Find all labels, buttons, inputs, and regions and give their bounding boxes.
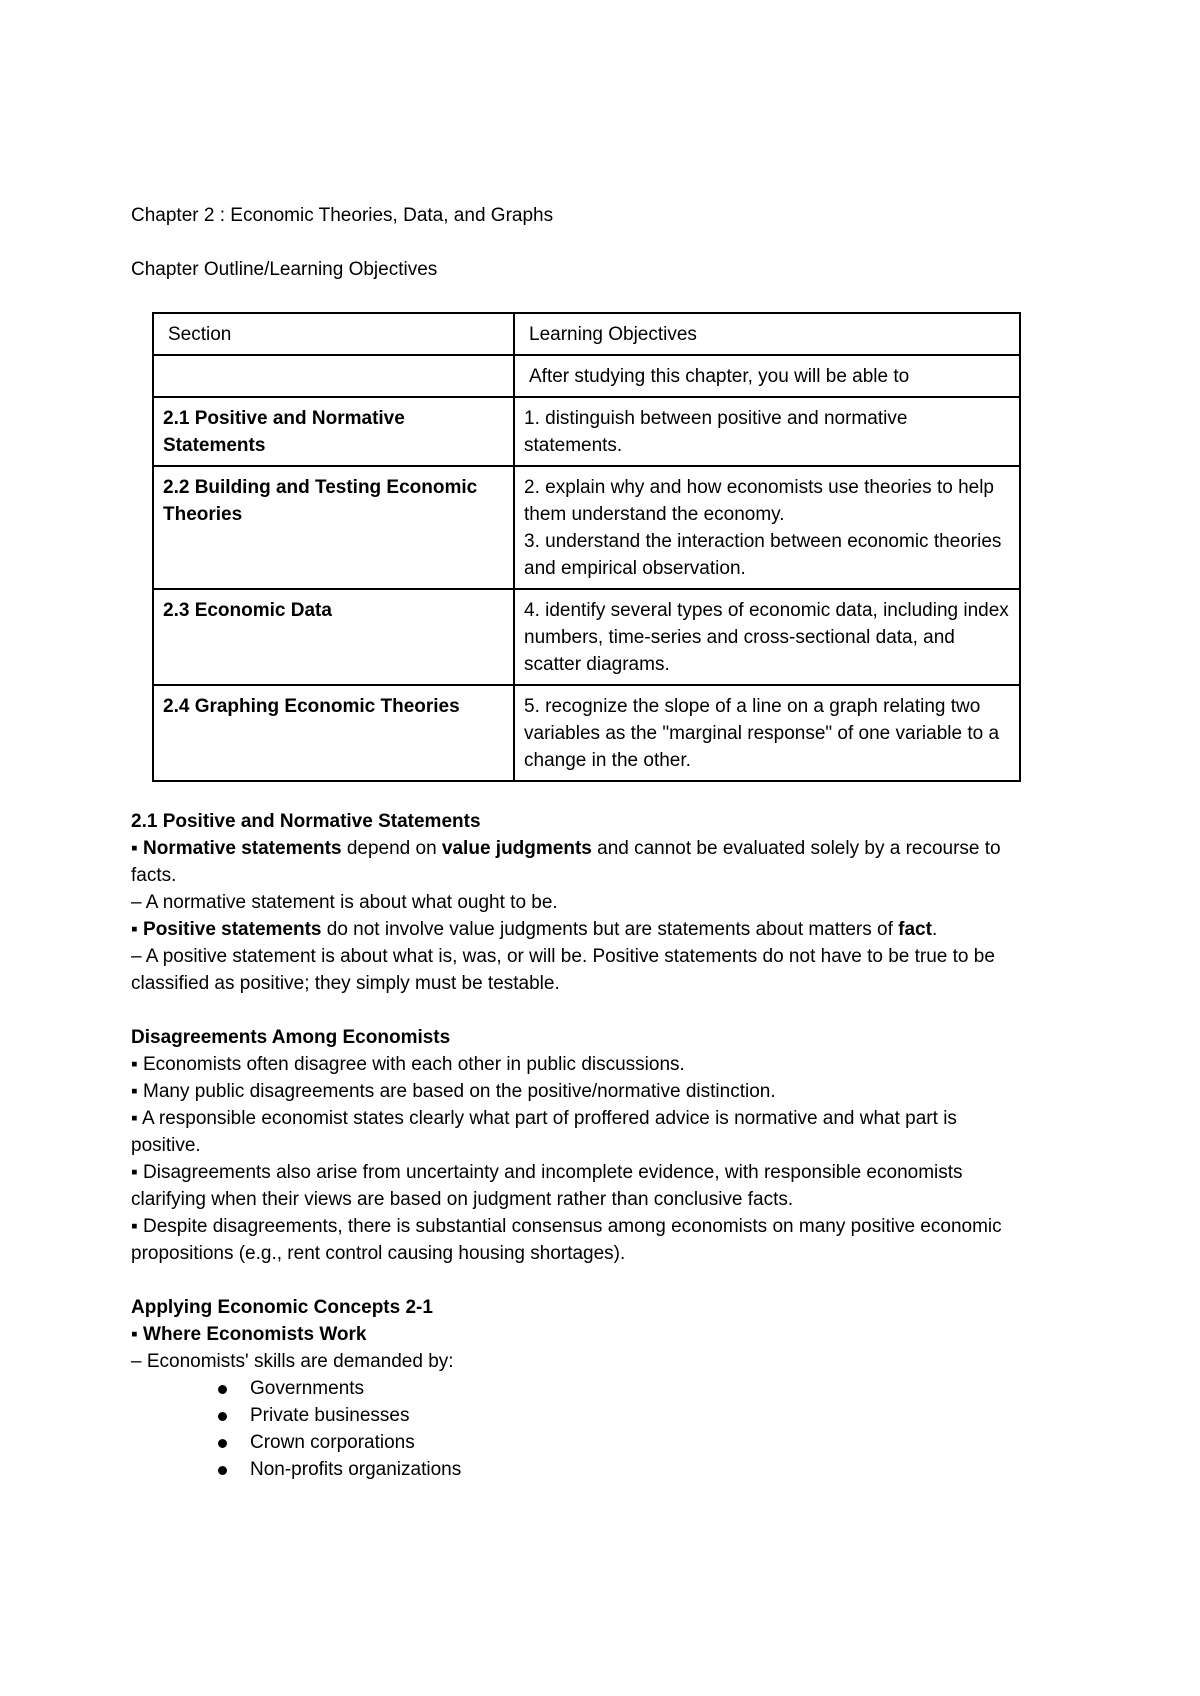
bold-term: value judgments [441, 838, 592, 859]
paragraph [131, 835, 1021, 889]
list-item-label: Governments [250, 1378, 365, 1399]
text-run: depend on [341, 838, 442, 859]
bullet-dot-icon [218, 1439, 227, 1448]
table-intro-row [153, 355, 1020, 397]
section-cell: 2.3 Economic Data [153, 589, 514, 685]
list-item [131, 1402, 1021, 1429]
section-heading: Applying Economic Concepts 2-1 [131, 1297, 433, 1318]
table-header-row [153, 313, 1020, 355]
table-row [153, 397, 1020, 466]
list-item: ▪ Despite disagreements, there is substantial consensus among economists on many positive economic propositions (e.g., rent control causing housing shortages). [131, 1216, 1002, 1264]
objectives-cell [514, 685, 1020, 781]
list-item: ▪ A responsible economist states clearly what part of proffered advice is normative and what part is positive. [131, 1108, 957, 1156]
bullet-glyph: ▪ [131, 919, 144, 940]
table-row [153, 466, 1020, 589]
list-item-label: Non-profits organizations [250, 1459, 462, 1480]
paragraph: – A positive statement is about what is, was, or will be. Positive statements do not have to be true to be classified as positive; they simply must be testable. [131, 946, 995, 994]
section-cell: 2.1 Positive and Normative Statements [153, 397, 514, 466]
section-cell: 2.4 Graphing Economic Theories [153, 685, 514, 781]
employer-list [131, 1375, 1021, 1483]
objectives-cell [514, 397, 1020, 466]
list-item [131, 1375, 1021, 1402]
section-heading: Disagreements Among Economists [131, 1027, 451, 1048]
text-run: . [931, 919, 938, 940]
objectives-cell [514, 466, 1020, 589]
section-heading: 2.1 Positive and Normative Statements [131, 811, 481, 832]
section-cell: 2.2 Building and Testing Economic Theories [153, 466, 514, 589]
bullet-dot-icon [218, 1466, 227, 1475]
intro-cell: After studying this chapter, you will be able to [514, 355, 1020, 397]
bold-term: Normative statements [143, 838, 342, 859]
objective-text: 2. explain why and how economists use theories to help them understand the economy. [524, 477, 994, 525]
header-section-cell: Section [153, 313, 514, 355]
table-row [153, 589, 1020, 685]
spacer [131, 997, 1021, 1024]
intro-empty-cell [153, 355, 514, 397]
bullet-dot-icon [218, 1385, 227, 1394]
bold-term: fact [898, 919, 932, 940]
spacer [131, 1267, 1021, 1294]
document-subtitle: Chapter Outline/Learning Objectives [131, 259, 438, 280]
objective-text: 3. understand the interaction between economic theories and empirical observation. [524, 531, 1002, 579]
paragraph: – Economists' skills are demanded by: [131, 1351, 454, 1372]
text-run: do not involve value judgments but are statements about matters of [321, 919, 899, 940]
objective-text: 4. identify several types of economic data, including index numbers, time-series and cross-sectional data, and scatter diagrams. [524, 600, 1009, 675]
bullet-glyph: ▪ [131, 838, 144, 859]
objective-text: 1. distinguish between positive and normative statements. [524, 408, 908, 456]
paragraph [131, 916, 1021, 943]
document-title: Chapter 2 : Economic Theories, Data, and Graphs [131, 205, 554, 226]
list-item [131, 1456, 1021, 1483]
list-item-label: Crown corporations [250, 1432, 415, 1453]
header-objectives-cell: Learning Objectives [514, 313, 1020, 355]
bullet-dot-icon [218, 1412, 227, 1421]
list-item-label: Private businesses [250, 1405, 410, 1426]
objectives-cell [514, 589, 1020, 685]
learning-objectives-table [152, 312, 1021, 782]
list-item: ▪ Disagreements also arise from uncertainty and incomplete evidence, with responsible economists clarifying when their views are based on judgment rather than conclusive facts. [131, 1162, 963, 1210]
bold-term: Positive statements [143, 919, 322, 940]
text-run: and cannot be evaluated solely by a recourse to facts. [131, 838, 1001, 886]
objective-text: 5. recognize the slope of a line on a graph relating two variables as the "marginal response" of one variable to a change in the other. [524, 696, 1000, 771]
list-item: ▪ Many public disagreements are based on the positive/normative distinction. [131, 1081, 776, 1102]
sub-heading: ▪ Where Economists Work [131, 1324, 367, 1345]
list-item: ▪ Economists often disagree with each other in public discussions. [131, 1054, 685, 1075]
paragraph: – A normative statement is about what ought to be. [131, 892, 558, 913]
table-row [153, 685, 1020, 781]
document-body [131, 808, 1021, 1483]
list-item [131, 1429, 1021, 1456]
